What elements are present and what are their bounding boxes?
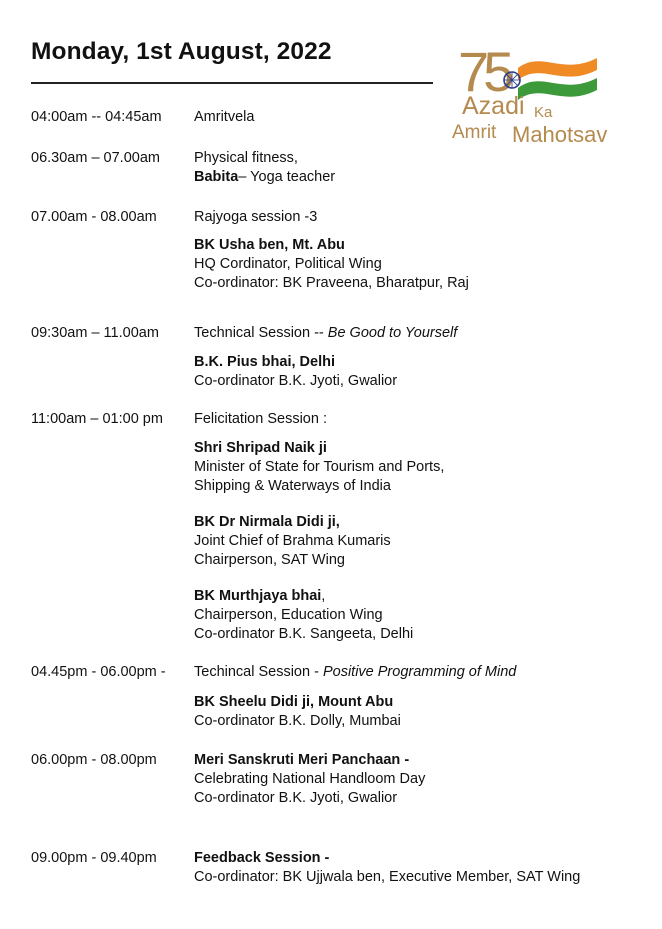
session-detail: Co-ordinator B.K. Jyoti, Gwalior [194, 790, 398, 806]
session-details [194, 751, 644, 808]
speaker-name: BK Murthjaya bhai [194, 588, 322, 604]
session-time: 11:00am – 01:00 pm [31, 411, 163, 427]
speaker-name: Shri Shripad Naik ji [194, 440, 327, 456]
session-details [194, 324, 644, 391]
speaker-detail: Joint Chief of Brahma Kumaris [194, 533, 391, 549]
session-details [194, 208, 644, 293]
speaker-detail: Minister of State for Tourism and Ports, [194, 459, 445, 475]
title-underline [31, 82, 433, 84]
speaker-line [194, 168, 644, 187]
session-time: 09.00pm - 09.40pm [31, 850, 157, 866]
speaker-detail: Co-ordinator B.K. Dolly, Mumbai [194, 713, 401, 729]
azadi-ka-amrit-mahotsav-logo [452, 36, 642, 156]
speaker-detail: Chairperson, SAT Wing [194, 552, 345, 568]
speaker-name: BK Sheelu Didi ji, Mount Abu [194, 694, 394, 710]
session-details [194, 410, 644, 644]
speaker-detail: Shipping & Waterways of India [194, 478, 391, 494]
session-time: 04:00am -- 04:45am [31, 109, 162, 125]
session-theme: Positive Programming of Mind [322, 664, 517, 680]
session-title [194, 663, 644, 682]
session-details [194, 849, 644, 887]
session-title: Meri Sanskruti Meri Panchaan - [194, 752, 410, 768]
speaker-role: – Yoga teacher [238, 169, 336, 185]
session-time: 09:30am – 11.00am [31, 325, 159, 341]
speaker-name: Babita [194, 169, 239, 185]
session-title [194, 324, 644, 343]
session-time: 06.00pm - 08.00pm [31, 752, 157, 768]
speaker-name: B.K. Pius bhai, Delhi [194, 354, 335, 370]
session-details [194, 149, 644, 187]
session-title: Felicitation Session : [194, 411, 327, 427]
logo-word-amrit: Amrit [452, 122, 497, 143]
session-title-prefix: Techincal Session - [194, 664, 323, 680]
session-time: 04.45pm - 06.00pm - [31, 664, 166, 680]
logo-word-azadi: Azadi [462, 92, 525, 120]
speaker-detail: HQ Cordinator, Political Wing [194, 256, 382, 272]
session-detail: Co-ordinator: BK Ujjwala ben, Executive Member, SAT Wing [194, 869, 581, 885]
logo-word-ka: Ka [534, 104, 553, 121]
session-time: 06.30am – 07.00am [31, 150, 160, 166]
speaker-detail: Chairperson, Education Wing [194, 607, 383, 623]
session-title: Rajyoga session -3 [194, 209, 318, 225]
speaker-detail: Co-ordinator B.K. Sangeeta, Delhi [194, 626, 414, 642]
logo-word-mahotsav: Mahotsav [512, 122, 608, 147]
session-detail: Celebrating National Handloom Day [194, 771, 426, 787]
session-title: Amritvela [194, 109, 255, 125]
speaker-name: BK Usha ben, Mt. Abu [194, 237, 345, 253]
session-details [194, 663, 644, 731]
session-theme: Be Good to Yourself [327, 325, 458, 341]
logo-number: 75 [458, 40, 509, 103]
session-title: Physical fitness, [194, 150, 298, 166]
speaker-name-punct: , [321, 588, 326, 604]
session-time: 07.00am - 08.00am [31, 209, 157, 225]
page-title: Monday, 1st August, 2022 [31, 38, 332, 65]
speaker-name: BK Dr Nirmala Didi ji, [194, 514, 340, 530]
session-details [194, 108, 644, 127]
speaker-detail: Co-ordinator B.K. Jyoti, Gwalior [194, 373, 398, 389]
speaker-line [194, 587, 644, 606]
speaker-detail: Co-ordinator: BK Praveena, Bharatpur, Raj [194, 275, 469, 291]
session-title-prefix: Technical Session -- [194, 325, 328, 341]
session-title: Feedback Session - [194, 850, 330, 866]
